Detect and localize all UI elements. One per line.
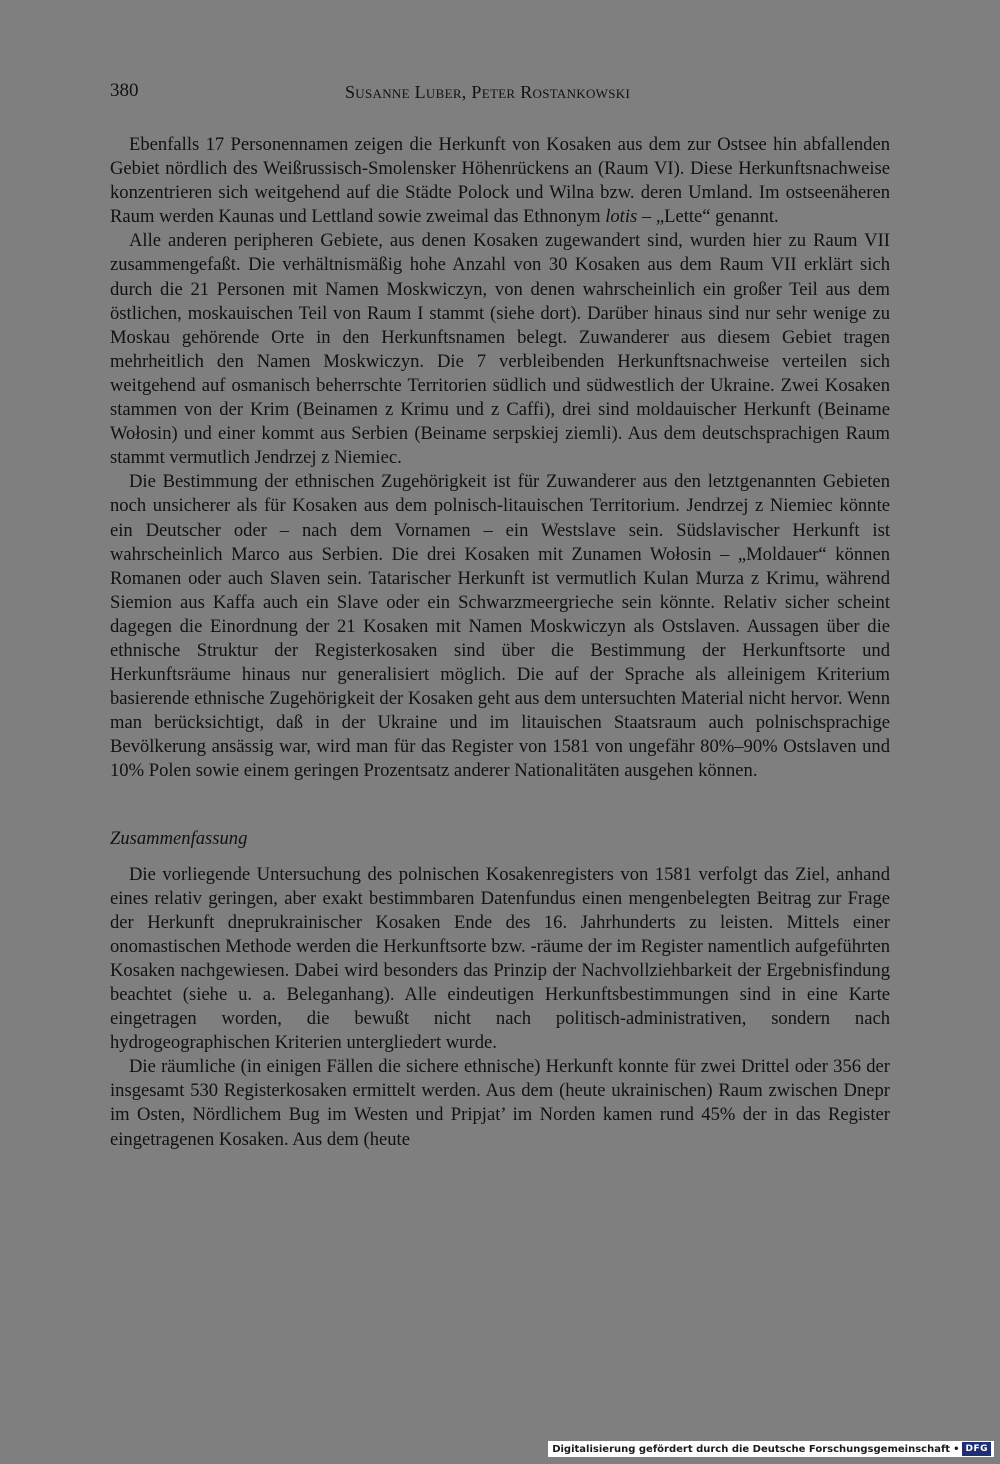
paragraph: Alle anderen peripheren Gebiete, aus denen Kosaken zugewandert sind, wurden hier zu Raum VII zusammengefaßt. Die verhältnismäßig hohe Anzahl von 30 Kosaken aus dem Raum VII erklärt sich durch die 21 Personen mit Namen Moskwiczyn, von denen wahrscheinlich ein großer Teil aus dem östlichen, moskauischen Teil von Raum I stammt (siehe dort). Darüber hinaus sind nur sehr wenige zu Moskau gehörende Orte in den Herkunftsnamen belegt. Zuwanderer aus diesem Gebiet tragen mehrheitlich den Namen Moskwiczyn. Die 7 verbleibenden Herkunftsnachweise verteilen sich weitgehend auf osmanisch beherrschte Territorien südlich und südwestlich der Ukraine. Zwei Kosaken stammen von der Krim (Beinamen z Krimu und z Caffi), drei sind moldauischer Herkunft (Beiname Wołosin) und einer kommt aus Serbien (Beiname serpskiej ziemli). Aus dem deutschsprachigen Raum stammt vermutlich Jendrzej z Niemiec. xyxy=(110,230,890,469)
paragraph: Die räumliche (in einigen Fällen die sichere ethnische) Herkunft konnte für zwei Drittel oder 356 der insgesamt 530 Registerkosaken ermittelt werden. Aus dem (heute ukrainischen) Raum zwischen Dnepr im Osten, Nördlichem Bug im Westen und Pripjat’ im Norden kamen rund 45% der in das Register eingetragenen Kosaken. Aus dem (heute xyxy=(110,1056,890,1150)
ethnonym-term: lotis xyxy=(605,206,638,228)
article-body xyxy=(110,133,890,1152)
dfg-logo: DFG xyxy=(962,1442,991,1456)
paragraph xyxy=(110,133,890,229)
paragraph-text: – „Lette“ genannt. xyxy=(637,206,779,228)
paragraph: Die Bestimmung der ethnischen Zugehörigkeit ist für Zuwanderer aus den letztgenannten Gebieten noch unsicherer als für Kosaken aus dem polnisch-litauischen Territorium. Jendrzej z Niemiec könnte ein Deutscher oder – nach dem Vornamen – ein Westslave sein. Südslavischer Herkunft ist wahrscheinlich Marco aus Serbien. Die drei Kosaken mit Zunamen Wołosin – „Moldauer“ können Romanen oder auch Slaven sein. Tatarischer Herkunft ist vermutlich Kulan Murza z Krimu, während Siemion aus Kaffa auch ein Slave oder ein Schwarzmeergrieche sein könnte. Relativ sicher scheint dagegen die Einordnung der 21 Kosaken mit Namen Moskwiczyn als Ostslaven. Aussagen über die ethnische Struktur der Registerkosaken sind über die Bestimmung der Herkunftsorte und Herkunftsräume hinaus nur generalisiert möglich. Die auf der Sprache als alleinigem Kriterium basierende ethnische Zugehörigkeit der Kosaken geht aus dem untersuchten Material nicht hervor. Wenn man berücksichtigt, daß in der Ukraine und im litauischen Staatsraum auch polnischsprachige Bevölkerung ansässig war, wird man für das Register von 1581 von ungefähr 80%–90% Ostslaven und 10% Polen sowie einem geringen Prozentsatz anderer Nationalitäten ausgehen können. xyxy=(110,471,890,782)
footer-separator: • xyxy=(953,1443,960,1455)
digitization-footer xyxy=(548,1441,994,1457)
paragraph: Die vorliegende Untersuchung des polnischen Kosakenregisters von 1581 verfolgt das Ziel, anhand eines relativ geringen, aber exakt bestimmbaren Datenfundus einen mengenbelegten Beitrag zur Frage der Herkunft dneprukrainischer Kosaken Ende des 16. Jahrhunderts zu leisten. Mittels einer onomastischen Methode werden die Herkunftsorte bzw. -räume der im Register namentlich aufgeführten Kosaken nachgewiesen. Dabei wird besonders das Prinzip der Nachvollziehbarkeit der Ergebnisfindung beachtet (siehe u. a. Beleganhang). Alle eindeutigen Herkunftsbestimmungen sind in eine Karte eingetragen worden, die bewußt nicht nach politisch-administrativen, sondern nach hydrogeographischen Kriterien untergliedert wurde. xyxy=(110,863,890,1054)
page-number: 380 xyxy=(110,80,139,101)
footer-text: Digitalisierung gefördert durch die Deutsche Forschungsgemeinschaft xyxy=(552,1443,951,1455)
paragraph-text: Ebenfalls 17 Personennamen zeigen die Herkunft von Kosaken aus dem zur Ostsee hin abfallenden Gebiet nördlich des Weißrussisch-Smolensker Höhenrückens an (Raum VI). Diese Herkunftsnachweise konzentrieren sich weitgehend auf die Städte Polock und Wilna bzw. deren Umland. Im ostseenäheren Raum werden Kaunas und Lettland sowie zweimal das Ethnonym xyxy=(110,134,890,228)
running-head: Susanne Luber, Peter Rostankowski xyxy=(345,82,631,102)
section-heading: Zusammenfassung xyxy=(110,827,248,849)
